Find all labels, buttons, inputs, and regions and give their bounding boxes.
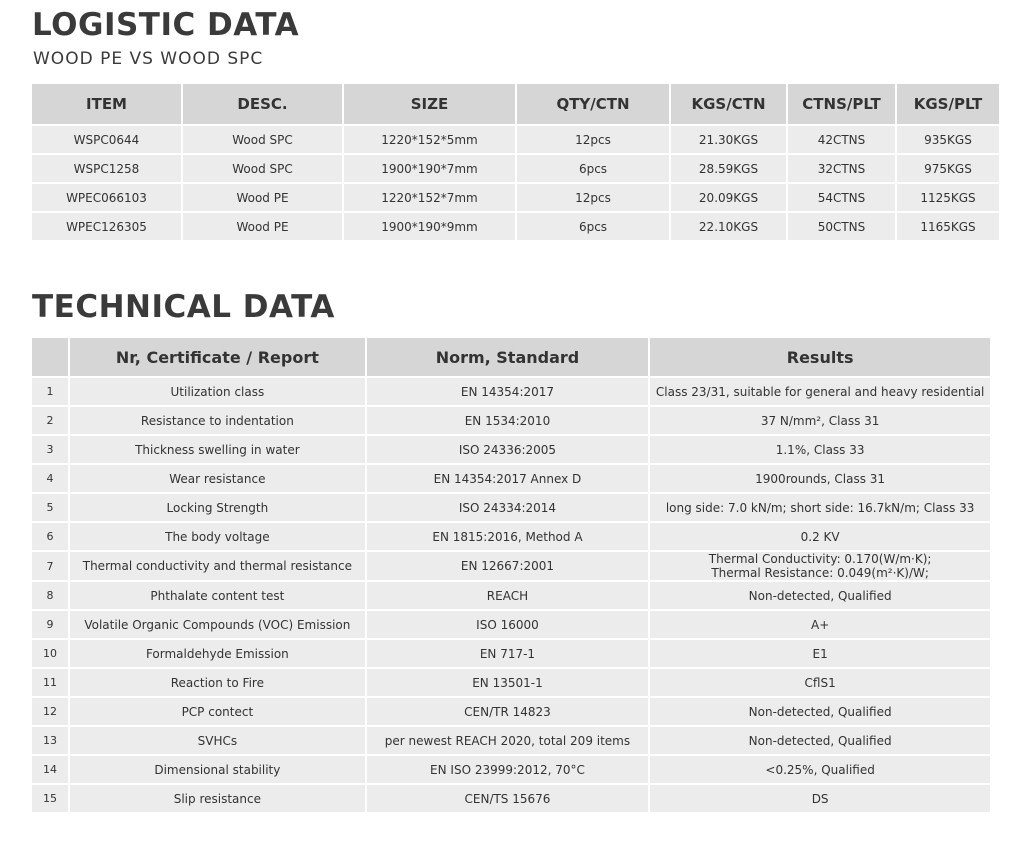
technical-data-table (30, 336, 992, 814)
col-header-desc: DESC. (183, 84, 342, 124)
cell-kgs-plt: 1125KGS (897, 184, 999, 211)
cell-ctns-plt: 54CTNS (788, 184, 895, 211)
cell-certificate: SVHCs (70, 727, 365, 754)
cell-number: 6 (32, 523, 68, 550)
logistic-data-subtitle: WOOD PE VS WOOD SPC (33, 49, 264, 69)
cell-number: 11 (32, 669, 68, 696)
cell-certificate: Reaction to Fire (70, 669, 365, 696)
cell-kgs-ctn: 21.30KGS (671, 126, 786, 153)
table-row (32, 756, 990, 783)
logistic-data-table (30, 82, 1001, 242)
cell-item: WSPC0644 (32, 126, 181, 153)
logistic-data-title: LOGISTIC DATA (32, 7, 300, 43)
col-header-number (32, 338, 68, 376)
logistic-header-row (32, 84, 999, 124)
cell-result: 37 N/mm², Class 31 (650, 407, 990, 434)
cell-number: 10 (32, 640, 68, 667)
cell-norm: per newest REACH 2020, total 209 items (367, 727, 649, 754)
cell-certificate: Slip resistance (70, 785, 365, 812)
cell-number: 2 (32, 407, 68, 434)
table-row (32, 698, 990, 725)
cell-number: 13 (32, 727, 68, 754)
table-row (32, 465, 990, 492)
table-row (32, 523, 990, 550)
cell-ctns-plt: 42CTNS (788, 126, 895, 153)
cell-norm: CEN/TR 14823 (367, 698, 649, 725)
cell-norm: EN ISO 23999:2012, 70°C (367, 756, 649, 783)
cell-norm: ISO 24334:2014 (367, 494, 649, 521)
cell-desc: Wood SPC (183, 126, 342, 153)
cell-result: Class 23/31, suitable for general and heavy residential (650, 378, 990, 405)
cell-norm: ISO 16000 (367, 611, 649, 638)
table-row (32, 669, 990, 696)
cell-qty-ctn: 12pcs (517, 184, 669, 211)
cell-qty-ctn: 6pcs (517, 155, 669, 182)
cell-norm: EN 12667:2001 (367, 552, 649, 580)
cell-result: A+ (650, 611, 990, 638)
table-row (32, 727, 990, 754)
cell-kgs-plt: 1165KGS (897, 213, 999, 240)
cell-number: 15 (32, 785, 68, 812)
cell-result: 1900rounds, Class 31 (650, 465, 990, 492)
cell-result: <0.25%, Qualified (650, 756, 990, 783)
cell-number: 9 (32, 611, 68, 638)
cell-kgs-ctn: 22.10KGS (671, 213, 786, 240)
cell-number: 3 (32, 436, 68, 463)
cell-certificate: Wear resistance (70, 465, 365, 492)
cell-result: Non-detected, Qualified (650, 698, 990, 725)
cell-result: 1.1%, Class 33 (650, 436, 990, 463)
table-row (32, 436, 990, 463)
cell-result: Non-detected, Qualified (650, 582, 990, 609)
cell-certificate: Volatile Organic Compounds (VOC) Emission (70, 611, 365, 638)
cell-result: CflS1 (650, 669, 990, 696)
col-header-ctns-plt: CTNS/PLT (788, 84, 895, 124)
table-row (32, 582, 990, 609)
col-header-certificate: Nr, Certificate / Report (70, 338, 365, 376)
cell-norm: REACH (367, 582, 649, 609)
cell-certificate: Phthalate content test (70, 582, 365, 609)
cell-item: WPEC066103 (32, 184, 181, 211)
cell-kgs-ctn: 20.09KGS (671, 184, 786, 211)
cell-size: 1900*190*9mm (344, 213, 515, 240)
cell-norm: EN 14354:2017 Annex D (367, 465, 649, 492)
cell-desc: Wood PE (183, 184, 342, 211)
cell-certificate: The body voltage (70, 523, 365, 550)
cell-norm: CEN/TS 15676 (367, 785, 649, 812)
cell-certificate: PCP contect (70, 698, 365, 725)
cell-number: 7 (32, 552, 68, 580)
cell-ctns-plt: 32CTNS (788, 155, 895, 182)
cell-result: 0.2 KV (650, 523, 990, 550)
col-header-qty-ctn: QTY/CTN (517, 84, 669, 124)
col-header-item: ITEM (32, 84, 181, 124)
cell-size: 1220*152*7mm (344, 184, 515, 211)
cell-result (650, 552, 990, 580)
cell-number: 8 (32, 582, 68, 609)
cell-kgs-ctn: 28.59KGS (671, 155, 786, 182)
cell-norm: EN 14354:2017 (367, 378, 649, 405)
col-header-norm-standard: Norm, Standard (367, 338, 649, 376)
table-row (32, 378, 990, 405)
technical-header-row (32, 338, 990, 376)
cell-qty-ctn: 6pcs (517, 213, 669, 240)
cell-norm: EN 1815:2016, Method A (367, 523, 649, 550)
cell-desc: Wood SPC (183, 155, 342, 182)
table-row (32, 640, 990, 667)
table-row (32, 494, 990, 521)
cell-norm: EN 717-1 (367, 640, 649, 667)
result-line-1: Thermal Conductivity: 0.170(W/m·K); (708, 552, 932, 566)
cell-size: 1220*152*5mm (344, 126, 515, 153)
table-row (32, 785, 990, 812)
cell-item: WPEC126305 (32, 213, 181, 240)
cell-desc: Wood PE (183, 213, 342, 240)
cell-certificate: Resistance to indentation (70, 407, 365, 434)
cell-kgs-plt: 935KGS (897, 126, 999, 153)
table-row (32, 611, 990, 638)
cell-norm: EN 1534:2010 (367, 407, 649, 434)
result-line-2: Thermal Resistance: 0.049(m²·K)/W; (711, 566, 929, 580)
col-header-kgs-plt: KGS/PLT (897, 84, 999, 124)
cell-norm: ISO 24336:2005 (367, 436, 649, 463)
cell-item: WSPC1258 (32, 155, 181, 182)
table-row (32, 155, 999, 182)
cell-number: 4 (32, 465, 68, 492)
cell-number: 1 (32, 378, 68, 405)
cell-norm: EN 13501-1 (367, 669, 649, 696)
cell-number: 14 (32, 756, 68, 783)
cell-certificate: Thermal conductivity and thermal resistance (70, 552, 365, 580)
cell-certificate: Thickness swelling in water (70, 436, 365, 463)
cell-qty-ctn: 12pcs (517, 126, 669, 153)
cell-number: 12 (32, 698, 68, 725)
col-header-kgs-ctn: KGS/CTN (671, 84, 786, 124)
cell-certificate: Locking Strength (70, 494, 365, 521)
col-header-size: SIZE (344, 84, 515, 124)
col-header-results: Results (650, 338, 990, 376)
table-row (32, 126, 999, 153)
cell-kgs-plt: 975KGS (897, 155, 999, 182)
cell-result: Non-detected, Qualified (650, 727, 990, 754)
cell-size: 1900*190*7mm (344, 155, 515, 182)
cell-certificate: Formaldehyde Emission (70, 640, 365, 667)
cell-result: E1 (650, 640, 990, 667)
cell-number: 5 (32, 494, 68, 521)
cell-certificate: Utilization class (70, 378, 365, 405)
cell-result: long side: 7.0 kN/m; short side: 16.7kN/m; Class 33 (650, 494, 990, 521)
table-row (32, 407, 990, 434)
technical-data-title: TECHNICAL DATA (32, 289, 335, 325)
table-row (32, 552, 990, 580)
cell-result: DS (650, 785, 990, 812)
cell-ctns-plt: 50CTNS (788, 213, 895, 240)
table-row (32, 184, 999, 211)
cell-certificate: Dimensional stability (70, 756, 365, 783)
table-row (32, 213, 999, 240)
